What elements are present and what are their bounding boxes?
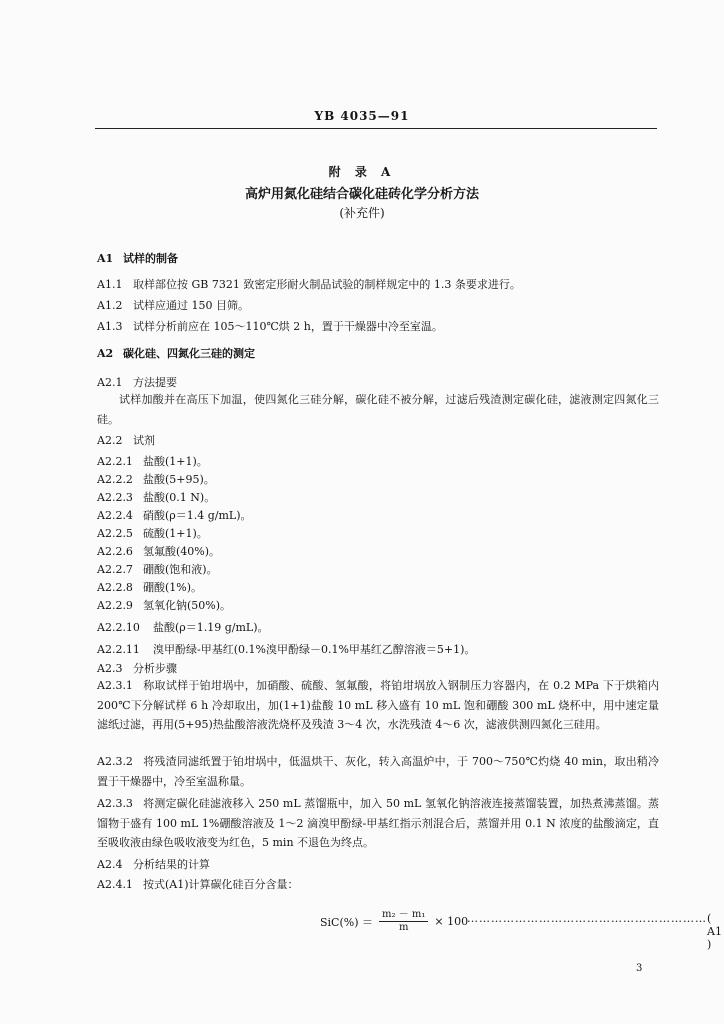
reagent-text: 盐酸(5+95)。 — [143, 473, 215, 486]
formula-rhs: × 100 — [434, 915, 469, 928]
step-a2-3-3 — [97, 794, 659, 853]
reagent-number: A2.2.3 — [97, 491, 133, 504]
formula-numerator: m₂ － m₁ — [379, 909, 428, 922]
reagent-item — [97, 489, 215, 505]
clause-number: A1.3 — [97, 320, 123, 333]
reagent-item — [97, 597, 231, 613]
step-text: 将残渣同滤纸置于铂坩埚中，低温烘干、灰化，转入高温炉中，于 700～750℃灼烧 40 min，取出稍冷置于干燥器中，冷至室温称量。 — [97, 755, 659, 788]
reagent-number: A2.2.10 — [97, 621, 140, 634]
reagent-number: A2.2.2 — [97, 473, 133, 486]
section-a2-heading — [97, 345, 255, 361]
reagent-item — [97, 579, 202, 595]
reagent-text: 硼酸(饱和液)。 — [143, 563, 218, 576]
reagent-item — [97, 619, 269, 635]
clause-text: 按式(A1)计算碳化硅百分含量： — [143, 878, 299, 891]
reagent-item — [97, 641, 475, 657]
reagent-text: 盐酸(0.1 N)。 — [143, 491, 216, 504]
clause-a2-1 — [97, 374, 177, 390]
reagent-number: A2.2.4 — [97, 509, 133, 522]
clause-number: A2.2 — [97, 434, 123, 447]
formula-label: ( A1 ) — [707, 912, 722, 951]
reagent-text: 溴甲酚绿-甲基红(0.1%溴甲酚绿－0.1%甲基红乙醇溶液＝5+1)。 — [153, 643, 476, 656]
header-rule — [95, 128, 657, 129]
reagent-text: 盐酸(1+1)。 — [143, 455, 208, 468]
reagent-text: 氢氟酸(40%)。 — [143, 545, 221, 558]
clause-title: 分析结果的计算 — [133, 858, 210, 871]
clause-number: A2.3 — [97, 662, 123, 675]
clause-title: 分析步骤 — [133, 662, 177, 675]
clause-number: A2.4 — [97, 858, 123, 871]
clause-a2-2 — [97, 432, 155, 448]
reagent-number: A2.2.9 — [97, 599, 133, 612]
reagent-number: A2.2.6 — [97, 545, 133, 558]
step-number: A2.3.2 — [97, 755, 133, 768]
step-text: 将测定碳化硅滤液移入 250 mL 蒸馏瓶中，加入 50 mL 氢氧化钠溶液连接蒸馏装置，加热煮沸蒸馏。蒸馏物于盛有 100 mL 1%硼酸溶液及 1～2 滴溴甲酚绿-甲基红指示剂混合后，蒸馏并用 0.1 N 浓度的盐酸滴定，直至吸收液由绿色吸收液变为红色，5 min 不退色为终点。 — [97, 797, 659, 849]
formula-leader — [467, 912, 722, 951]
reagent-number: A2.2.8 — [97, 581, 133, 594]
reagent-text: 硝酸(ρ＝1.4 g/mL)。 — [143, 509, 252, 522]
formula-lhs: SiC(%) ＝ — [320, 915, 374, 929]
reagent-text: 氢氧化钠(50%)。 — [143, 599, 232, 612]
reagent-number: A2.2.11 — [97, 643, 140, 656]
formula-denominator: m — [398, 922, 409, 933]
reagent-text: 盐酸(ρ＝1.19 g/mL)。 — [153, 621, 269, 634]
clause-text: 取样部位按 GB 7321 致密定形耐火制品试验的制样规定中的 1.3 条要求进行。 — [133, 278, 521, 291]
reagent-number: A2.2.7 — [97, 563, 133, 576]
step-text: 称取试样于铂坩埚中，加硝酸、硫酸、氢氟酸，将铂坩埚放入钢制压力容器内，在 0.2 MPa 下于烘箱内 200℃下分解试样 6 h 冷却取出，加(1+1)盐酸 10 mL 移入盛有 10 mL 饱和硼酸 300 mL 烧杯中，用中速定量滤纸过滤，再用(5+95)热盐酸溶液洗烧杯及残渣 3～4 次，水洗残渣 4～6 次，滤液供测四氮化三硅用。 — [97, 679, 659, 731]
section-title: 试样的制备 — [123, 252, 178, 265]
clause-a2-3 — [97, 660, 177, 676]
section-title: 碳化硅、四氮化三硅的测定 — [123, 347, 255, 360]
clause-a1-3 — [97, 318, 443, 334]
dot-leader: …………………………………………………… — [467, 912, 707, 925]
step-number: A2.3.1 — [97, 679, 133, 692]
section-number: A2 — [97, 347, 114, 360]
clause-a1-1 — [97, 276, 521, 292]
clause-number: A2.4.1 — [97, 878, 133, 891]
clause-title: 试剂 — [133, 434, 155, 447]
reagent-item — [97, 507, 252, 523]
reagent-item — [97, 561, 218, 577]
reagent-text: 硫酸(1+1)。 — [143, 527, 208, 540]
formula-a1 — [320, 909, 468, 934]
clause-number: A1.1 — [97, 278, 123, 291]
section-a1-heading — [97, 250, 178, 266]
page-number: 3 — [636, 963, 643, 974]
formula-fraction — [379, 909, 428, 934]
clause-text: 试样分析前应在 105～110℃烘 2 h，置于干燥器中冷至室温。 — [133, 320, 443, 333]
clause-a1-2 — [97, 297, 249, 313]
clause-number: A2.1 — [97, 376, 123, 389]
clause-a2-4-1 — [97, 876, 299, 892]
reagent-number: A2.2.5 — [97, 527, 133, 540]
reagent-item — [97, 471, 215, 487]
method-summary-paragraph: 试样加酸并在高压下加温，使四氮化三硅分解，碳化硅不被分解，过滤后残渣测定碳化硅，滤液测定四氮化三硅。 — [97, 393, 659, 426]
reagent-item — [97, 453, 208, 469]
section-number: A1 — [97, 252, 114, 265]
clause-text: 试样应通过 150 目筛。 — [133, 299, 249, 312]
standard-code: YB 4035—91 — [314, 109, 410, 123]
appendix-subtitle: (补充件) — [339, 206, 385, 220]
reagent-text: 硼酸(1%)。 — [143, 581, 203, 594]
appendix-title: 高炉用氮化硅结合碳化硅砖化学分析方法 — [244, 187, 479, 202]
step-a2-3-1 — [97, 676, 659, 735]
clause-number: A1.2 — [97, 299, 123, 312]
step-number: A2.3.3 — [97, 797, 133, 810]
clause-a2-4 — [97, 856, 210, 872]
reagent-item — [97, 543, 220, 559]
appendix-label: 附 录 A — [328, 165, 396, 179]
step-a2-3-2 — [97, 752, 659, 791]
reagent-item — [97, 525, 208, 541]
clause-title: 方法提要 — [133, 376, 177, 389]
reagent-number: A2.2.1 — [97, 455, 133, 468]
